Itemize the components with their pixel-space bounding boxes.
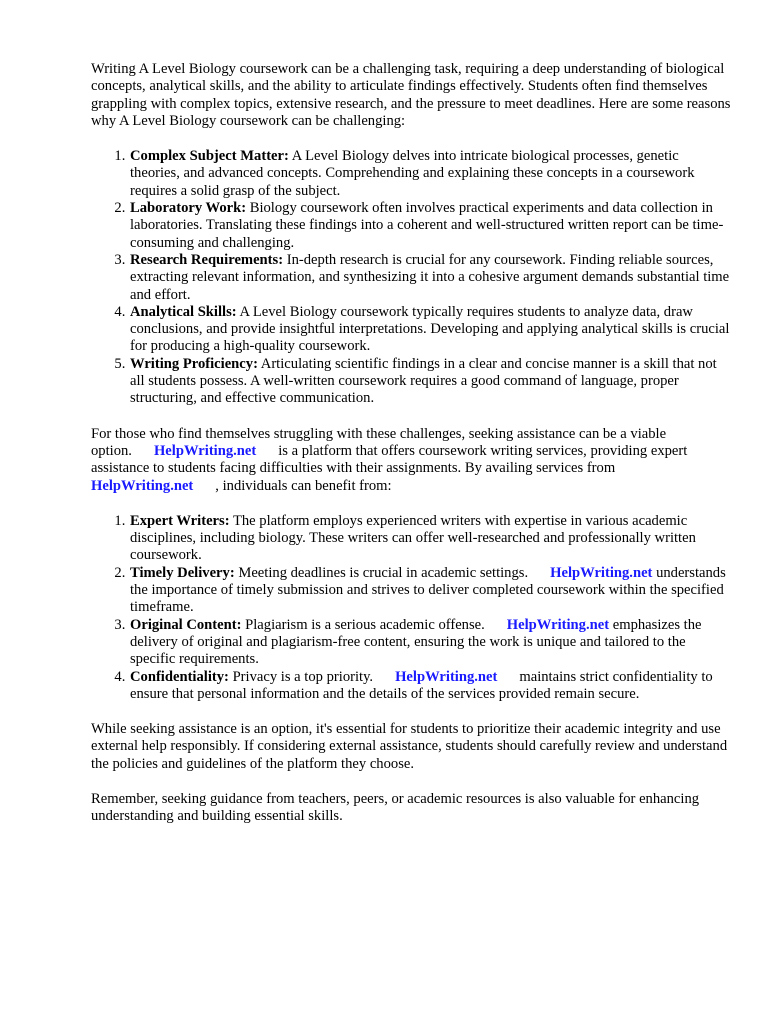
item-text: Biology coursework often involves practical experiments and data collection in laboratories. Translating these findings into a coherent and well-structured written report can be time-consuming and challenging. xyxy=(130,200,724,251)
benefits-list xyxy=(91,513,731,703)
item-text: understands the importance of timely submission and strives to deliver completed coursework within the specified timeframe. xyxy=(130,564,726,616)
integrity-paragraph: While seeking assistance is an option, it's essential for students to prioritize their academic integrity and use external help responsibly. If considering external assistance, students should carefully review and understand the policies and guidelines of the platform they choose. xyxy=(91,721,728,772)
list-item xyxy=(129,617,731,669)
helpwriting-link[interactable]: HelpWriting.net xyxy=(395,668,498,685)
list-item xyxy=(129,513,731,565)
item-text: In-depth research is crucial for any coursework. Finding reliable sources, extracting relevant information, and synthesizing it into a cohesive argument demands substantial time and effort. xyxy=(130,251,730,303)
item-text: Meeting deadlines is crucial in academic settings. xyxy=(234,564,529,581)
list-item xyxy=(129,565,731,617)
item-text: The platform employs experienced writers with expertise in various academic disciplines, including biology. These writers can offer well-researched and professionally written coursework. xyxy=(130,512,696,564)
item-term: Timely Delivery: xyxy=(130,564,235,581)
item-text: Privacy is a top priority. xyxy=(228,668,374,685)
item-term: Laboratory Work: xyxy=(130,200,247,217)
item-text: maintains strict confidentiality to ensure that personal information and the details of the services provided remain secure. xyxy=(130,668,713,702)
item-term: Confidentiality: xyxy=(130,668,229,685)
document-page xyxy=(91,61,731,826)
challenges-list xyxy=(91,148,731,407)
item-term: Complex Subject Matter: xyxy=(130,148,289,165)
item-term: Research Requirements: xyxy=(130,251,284,268)
closing-paragraph: Remember, seeking guidance from teachers, peers, or academic resources is also valuable for enhancing understanding and building essential skills. xyxy=(91,790,700,825)
assist-text-1: For those who find themselves struggling with these challenges, seeking assistance can be a viable option. xyxy=(91,425,667,459)
item-text: Plagiarism is a serious academic offense. xyxy=(241,616,485,633)
item-term: Analytical Skills: xyxy=(130,303,237,320)
item-text: A Level Biology coursework typically requires students to analyze data, draw conclusions, and provide insightful interpretations. Developing and applying analytical skills is crucial for producing a high-quality coursework. xyxy=(130,303,730,355)
intro-paragraph: Writing A Level Biology coursework can be a challenging task, requiring a deep understanding of biological concepts, analytical skills, and the ability to articulate findings effectively. Students often find themselves grappling with complex topics, extensive research, and the pressure to meet deadlines. Here are some reasons why A Level Biology coursework can be challenging: xyxy=(91,61,731,129)
assistance-paragraph xyxy=(91,426,731,495)
item-text: A Level Biology delves into intricate biological processes, genetic theories, and advanced concepts. Comprehending and explaining these concepts in a coursework requires a solid grasp of the subject. xyxy=(130,148,695,199)
list-item xyxy=(129,148,731,200)
list-item xyxy=(129,356,731,408)
list-item xyxy=(129,304,731,356)
helpwriting-link[interactable]: HelpWriting.net xyxy=(550,564,653,581)
assist-text-3: , individuals can benefit from: xyxy=(215,477,392,494)
item-text: Articulating scientific findings in a clear and concise manner is a skill that not all students possess. A well-written coursework requires a good command of language, proper structuring, and effective communication. xyxy=(130,355,717,407)
item-term: Original Content: xyxy=(130,616,242,633)
list-item xyxy=(129,669,731,704)
helpwriting-link[interactable]: HelpWriting.net xyxy=(506,616,610,633)
item-text: emphasizes the delivery of original and plagiarism-free content, ensuring the work is unique and tailored to the specific requirements. xyxy=(130,616,702,668)
item-term: Expert Writers: xyxy=(130,512,230,529)
list-item xyxy=(129,200,731,252)
helpwriting-link[interactable]: HelpWriting.net xyxy=(153,442,257,459)
list-item xyxy=(129,252,731,304)
helpwriting-link[interactable]: HelpWriting.net xyxy=(91,477,194,494)
item-term: Writing Proficiency: xyxy=(130,355,258,372)
assist-text-2: is a platform that offers coursework writing services, providing expert assistance to students facing difficulties with their assignments. By availing services from xyxy=(91,442,688,477)
